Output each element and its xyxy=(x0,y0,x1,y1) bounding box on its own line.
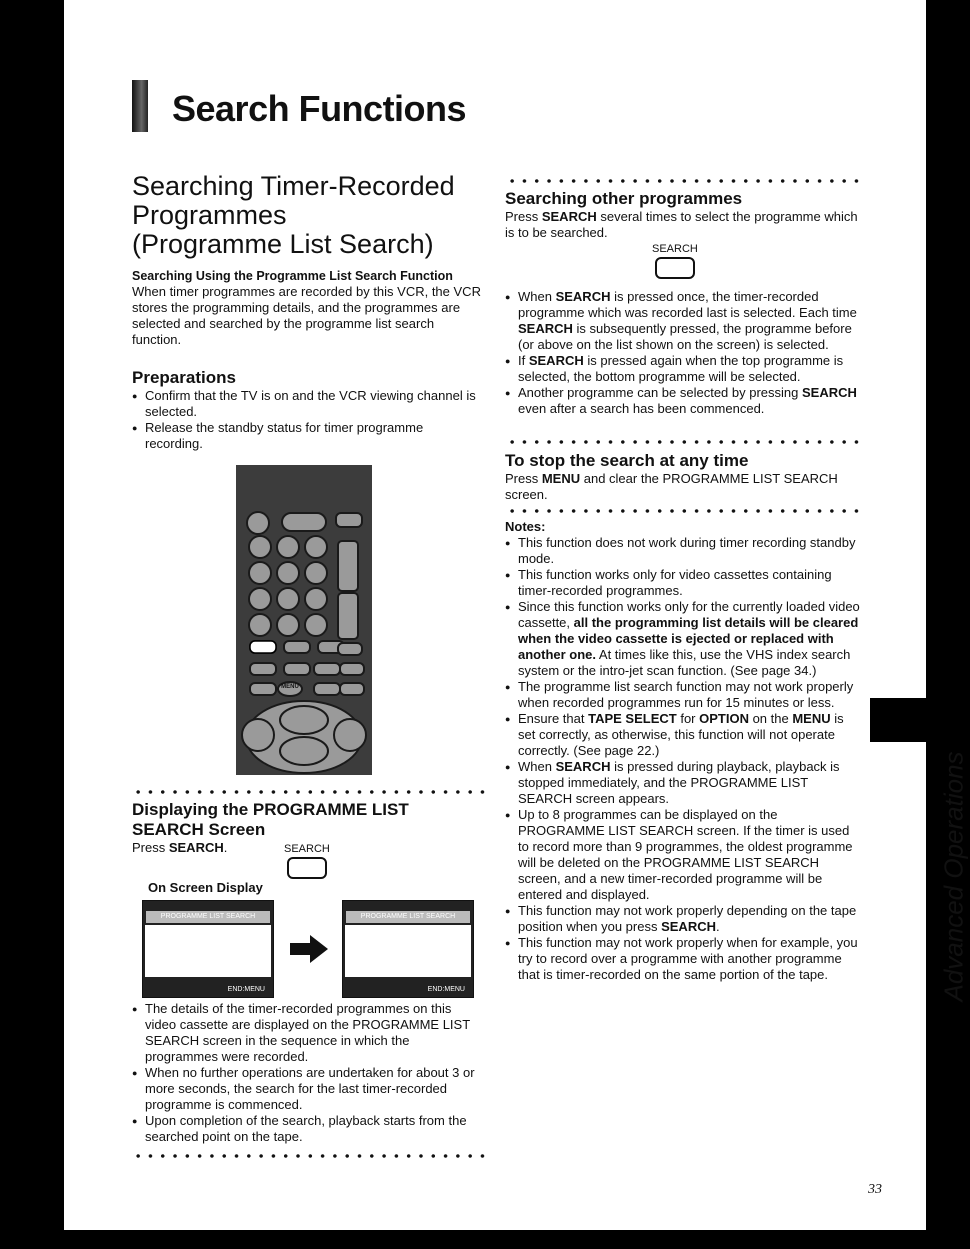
note-item xyxy=(505,759,861,807)
preparations-block xyxy=(132,368,484,452)
text-span: . xyxy=(223,840,228,855)
note-item xyxy=(505,711,861,759)
list-item xyxy=(505,289,861,353)
text-span: is subsequently pressed, the programme before (or above on the list shown on the screen) is selected. xyxy=(518,321,852,352)
search-button-icon xyxy=(287,857,327,879)
note-item: ● The programme list search function may not work properly when recorded programmes run for 15 minutes or less. xyxy=(505,679,861,711)
text-span: If xyxy=(518,353,529,368)
section-heading-line: Programmes xyxy=(132,200,287,230)
intro-block xyxy=(132,268,484,348)
dotted-divider xyxy=(506,178,861,184)
text-span: is pressed once, the timer-recorded programme which was recorded last is selected. Each time xyxy=(518,289,857,320)
key-name: SEARCH xyxy=(661,919,716,934)
page-number: 33 xyxy=(868,1182,882,1197)
text-span: This function may not work properly depending on the tape position when you press xyxy=(518,903,857,934)
osd-list-area xyxy=(345,925,471,977)
note-item: ● Up to 8 programmes can be displayed on the PROGRAMME LIST SEARCH screen. If the timer is used to record more than 9 programmes, the oldest programme will be deleted on the PROGRAMME LIST SEARCH screen, and a new timer-recorded programme will be entered and displayed. xyxy=(505,807,861,903)
search-button-diagram xyxy=(284,843,330,879)
text-span: When xyxy=(518,759,556,774)
display-heading: Displaying the PROGRAMME LIST SEARCH Screen xyxy=(132,800,409,839)
note-item xyxy=(505,903,861,935)
text-span: When xyxy=(518,289,556,304)
text-span: and clear the PROGRAMME LIST SEARCH screen. xyxy=(505,471,838,502)
section-heading xyxy=(132,172,455,259)
note-item: ● This function does not work during timer recording standby mode. xyxy=(505,535,861,567)
preparations-heading: Preparations xyxy=(132,368,236,387)
key-name: SEARCH xyxy=(541,209,597,224)
text-span: Another programme can be selected by pressing xyxy=(518,385,802,400)
text-span: Press xyxy=(505,209,542,224)
section-tab-marker xyxy=(870,698,926,742)
other-heading: Searching other programmes xyxy=(505,189,743,208)
key-name: SEARCH xyxy=(168,840,224,855)
dotted-divider xyxy=(132,789,487,795)
list-item: ● When no further operations are undertaken for about 3 or more seconds, the search for the last timer-recorded programme is commenced. xyxy=(132,1065,484,1113)
key-name: SEARCH xyxy=(555,289,611,304)
bold-text: all the programming list details will be cleared when the video cassette is ejected or replaced with another one. xyxy=(518,615,859,662)
arrow-right-icon xyxy=(290,935,328,968)
text-span: Since this function works only for the currently loaded video cassette, xyxy=(518,599,860,630)
preparations-list xyxy=(132,388,484,452)
key-name: SEARCH xyxy=(802,385,857,400)
note-item xyxy=(505,599,861,679)
key-name: MENU xyxy=(792,711,831,726)
key-name: MENU xyxy=(541,471,581,486)
section-heading-line: (Programme List Search) xyxy=(132,229,434,259)
osd-title-bar: PROGRAMME LIST SEARCH xyxy=(146,911,270,923)
key-name: SEARCH xyxy=(518,321,573,336)
text-span: on the xyxy=(748,711,793,726)
other-programmes-section xyxy=(505,189,861,241)
dotted-divider xyxy=(506,508,861,514)
other-list xyxy=(505,289,861,417)
osd-footer: END:MENU xyxy=(427,986,465,993)
sub-heading: Searching Using the Programme List Search Function xyxy=(132,269,453,283)
list-item: ● The details of the timer-recorded programmes on this video cassette are displayed on the PROGRAMME LIST SEARCH screen in the sequence in which the programmes were recorded. xyxy=(132,1001,484,1065)
text-span: for xyxy=(676,711,700,726)
osd-footer: END:MENU xyxy=(227,986,265,993)
osd-screen-before xyxy=(142,900,274,998)
text-span: . xyxy=(716,919,720,934)
text-span: is pressed during playback, playback is stopped immediately, and the PROGRAMME LIST SEARCH screen appears. xyxy=(518,759,840,806)
stop-heading: To stop the search at any time xyxy=(505,451,749,470)
menu-button-label: MENU xyxy=(281,684,299,690)
key-name: SEARCH xyxy=(555,759,611,774)
key-name: OPTION xyxy=(699,711,749,726)
list-item xyxy=(505,353,861,385)
list-item: ● Upon completion of the search, playback starts from the searched point on the tape. xyxy=(132,1113,484,1145)
text-span: At times like this, use the VHS index search system or the intro-jet scan function. (See page 34.) xyxy=(518,647,851,678)
search-button-label: SEARCH xyxy=(284,843,330,855)
notes-list xyxy=(505,535,861,983)
stop-text xyxy=(505,471,861,503)
intro-text: When timer programmes are recorded by this VCR, the VCR stores the programming details, and the programmes are selected and searched by the programme list search function. xyxy=(132,284,481,347)
osd-screen-after xyxy=(342,900,474,998)
remote-control-illustration xyxy=(236,465,372,775)
search-button-diagram xyxy=(652,243,698,279)
other-intro xyxy=(505,209,861,241)
dotted-divider xyxy=(506,439,861,445)
list-item xyxy=(505,385,861,417)
search-button-icon xyxy=(655,257,695,279)
key-name: TAPE SELECT xyxy=(588,711,677,726)
osd-list-area xyxy=(145,925,271,977)
text-span: Press xyxy=(505,471,542,486)
page-title: Search Functions xyxy=(172,88,467,129)
search-button-label: SEARCH xyxy=(652,243,698,255)
display-notes xyxy=(132,1001,484,1145)
text-span: several times to select the programme which is to be searched. xyxy=(505,209,858,240)
display-list xyxy=(132,1001,484,1145)
stop-section xyxy=(505,451,861,503)
text-span: Ensure that xyxy=(518,711,589,726)
osd-heading: On Screen Display xyxy=(148,880,263,895)
section-side-label: Advanced Operations xyxy=(938,751,969,1002)
note-item: ● This function works only for video cassettes containing timer-recorded programmes. xyxy=(505,567,861,599)
note-item: ● This function may not work properly when for example, you try to record over a programme with another programme that is timer-recorded on the same portion of the tape. xyxy=(505,935,861,983)
section-heading-line: Searching Timer-Recorded xyxy=(132,171,455,201)
bullet-list xyxy=(505,289,861,417)
text-span: is pressed again when the top programme is selected, the bottom programme will be selected. xyxy=(518,353,844,384)
remote-buttons-graphic xyxy=(236,465,372,775)
text-span: is set correctly, as otherwise, this function will not operate correctly. (See page 22.) xyxy=(518,711,844,758)
list-item: ● Confirm that the TV is on and the VCR viewing channel is selected. xyxy=(132,388,484,420)
list-item: ● Release the standby status for timer programme recording. xyxy=(132,420,484,452)
title-marker-block xyxy=(132,80,148,132)
key-name: SEARCH xyxy=(528,353,584,368)
notes-section xyxy=(505,519,861,983)
manual-page xyxy=(64,0,969,1230)
text-span: Press xyxy=(132,840,169,855)
osd-title-bar: PROGRAMME LIST SEARCH xyxy=(346,911,470,923)
text-span: even after a search has been commenced. xyxy=(518,401,765,416)
dotted-divider xyxy=(132,1153,487,1159)
notes-heading: Notes: xyxy=(505,519,546,534)
